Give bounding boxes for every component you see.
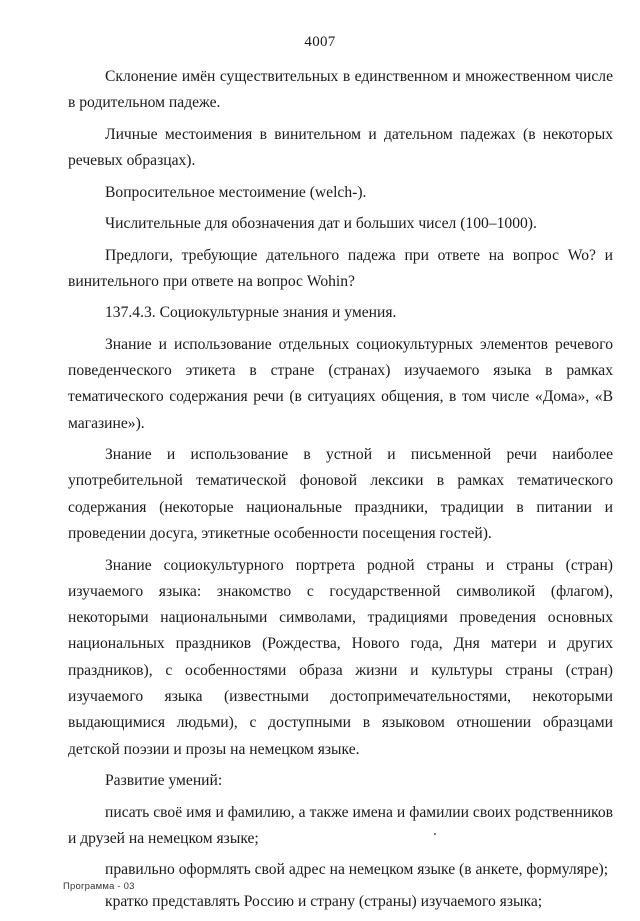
document-body [68, 64, 613, 920]
footer-program-label: Программа - 03 [63, 881, 135, 892]
paragraph-background-vocabulary: Знание и использование в устной и письменной речи наиболее употребительной тематической фоновой лексики в рамках тематического содержания (некоторые национальные праздники, традиции в питании и проведении досуга, этикетные особенности посещения гостей). [68, 446, 613, 543]
paragraph-skills-heading: Развитие умений: [105, 772, 223, 790]
section-heading-sociocultural: 137.4.3. Социокультурные знания и умения. [105, 304, 397, 322]
paragraph-skill-write-name: писать своё имя и фамилию, а также имена и фамилии своих родственников и друзей на немецком языке; [68, 803, 613, 847]
paragraph-sociocultural-portrait: Знание социокультурного портрета родной страны и страны (стран) изучаемого языка: знакомство с государственной символикой (флагом), некоторыми национальными символами, традициями проведения основных национальных праздников (Рождества, Нового года, Дня матери и других праздников), с особенностями образа жизни и культуры страны (стран) изучаемого языка (известными достопримечательностями, некоторыми выдающимися людьми), с доступными в языковом отношении образцами детской поэзии и прозы на немецком языке. [68, 556, 613, 758]
paragraph-personal-pronouns: Личные местоимения в винительном и дательном падежах (в некоторых речевых образцах). [68, 125, 613, 170]
paragraph-numerals: Числительные для обозначения дат и больших чисел (100–1000). [105, 215, 537, 233]
paragraph-skill-address: правильно оформлять свой адрес на немецком языке (в анкете, формуляре); [105, 861, 609, 879]
page-number: 4007 [304, 34, 336, 50]
paragraph-prepositions: Предлоги, требующие дательного падежа при ответе на вопрос Wo? и винительного при ответе на вопрос Wohin? [68, 246, 613, 290]
paragraph-noun-declension: Склонение имён существительных в единственном и множественном числе в родительном падеже. [68, 68, 613, 112]
paragraph-skill-present-country: кратко представлять Россию и страну (страны) изучаемого языка; [105, 892, 543, 910]
paragraph-interrogative-pronoun: Вопросительное местоимение (welch-). [105, 183, 367, 201]
scan-speck [434, 833, 436, 835]
paragraph-speech-etiquette: Знание и использование отдельных социокультурных элементов речевого поведенческого этикета в стране (странах) изучаемого языка в рамках тематического содержания речи (в ситуациях общения, в том числе «Дома», «В магазине»). [68, 335, 613, 432]
